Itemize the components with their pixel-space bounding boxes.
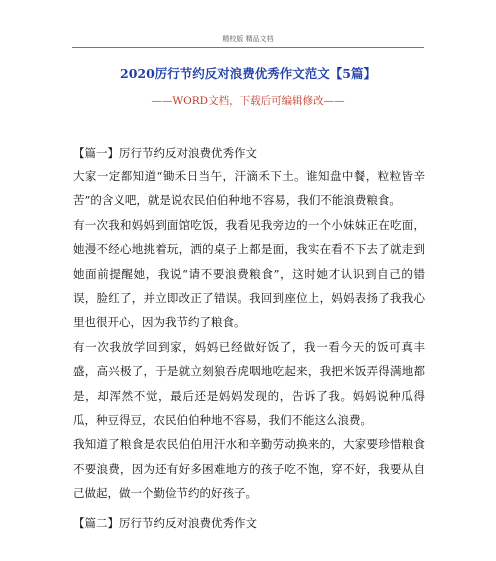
- paragraph: 大家一定都知道“锄禾日当午，汗滴禾下土。谁知盘中餐，粒粒皆辛苦”的含义吧，就是说农民伯伯种地不容易，我们不能浪费粮食。: [73, 169, 425, 208]
- paragraph: 我知道了粮食是农民伯伯用汗水和辛勤劳动换来的，大家要珍惜粮食不要浪费，因为还有好多困难地方的孩子吃不饱，穿不好，我要从自己做起，做一个勤俭节约的好孩子。: [73, 437, 425, 501]
- document-subtitle: ——WORD文档，下载后可编辑修改——: [151, 95, 345, 107]
- header-label: 精校版 精品文档: [222, 35, 274, 43]
- page-header: [0, 0, 496, 48]
- document-body: [73, 142, 425, 534]
- paragraph: 有一次我和妈妈到面馆吃饭，我看见我旁边的一个小妹妹正在吃面，她漫不经心地挑着玩，洒的桌子上都是面，我实在看不下去了就走到她面前提醒她，我说“请不要浪费粮食”，这时她才认识到自己的错误，脸红了，并立即改正了错误。我回到座位上，妈妈表扬了我我心里也很开心，因为我节约了粮食。: [73, 217, 425, 330]
- section-heading: 【篇一】厉行节约反对浪费优秀作文: [73, 146, 257, 160]
- document-title: 2020厉行节约反对浪费优秀作文范文【5篇】: [120, 66, 376, 81]
- paragraph: 有一次我放学回到家，妈妈已经做好饭了，我一看今天的饭可真丰盛，高兴极了，于是就立刻狼吞虎咽地吃起来，我把米饭弄得满地都是，却浑然不觉，最后还是妈妈发现的，告诉了我。妈妈说种瓜得瓜，种豆得豆，农民伯伯种地不容易，我们不能这么浪费。: [73, 339, 425, 428]
- section-heading: 【篇二】厉行节约反对浪费优秀作文: [73, 515, 257, 530]
- header-divider: [72, 47, 424, 48]
